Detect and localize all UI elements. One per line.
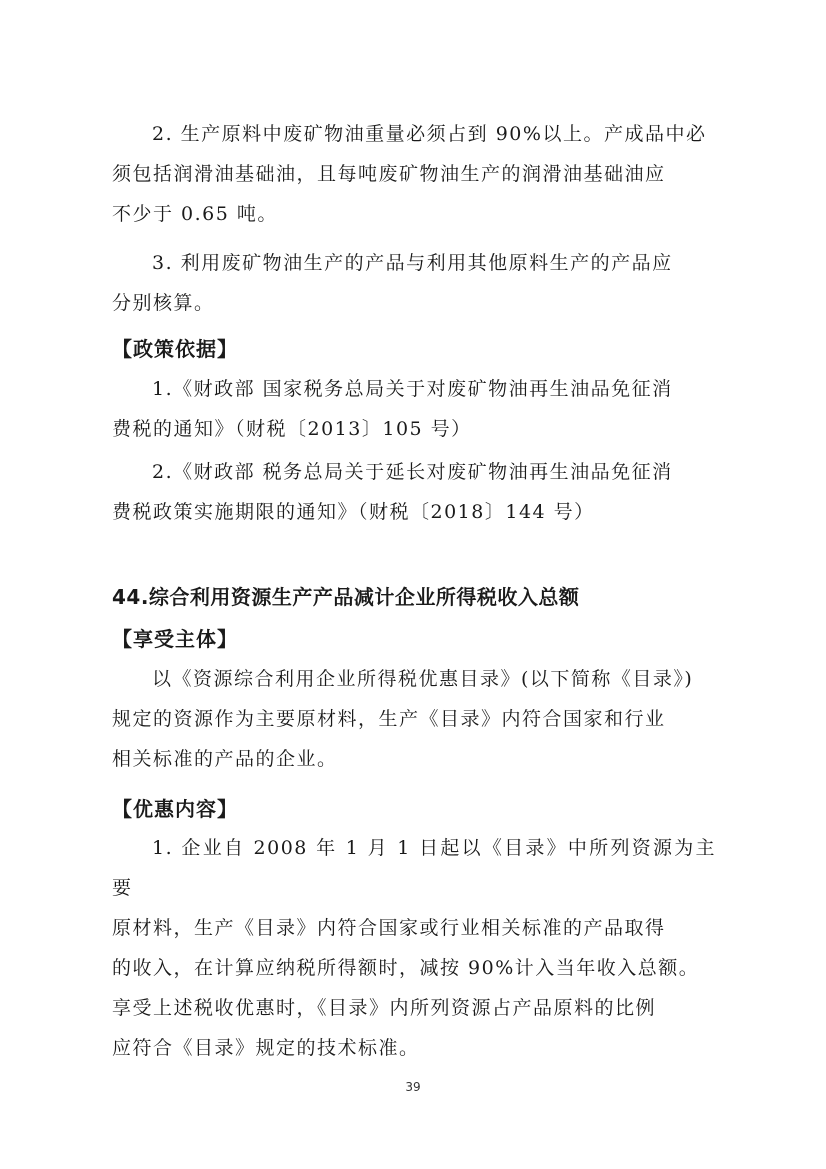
beneficiary-heading: 【享受主体】: [112, 627, 238, 651]
content-heading: 【优惠内容】: [112, 797, 238, 821]
text-line: 应符合《目录》规定的技术标准。: [112, 1037, 420, 1059]
text-line: 费税政策实施期限的通知》（财税〔2018〕144 号）: [112, 501, 595, 523]
condition-item-3: [112, 243, 716, 323]
text-line: 不少于 0.65 吨。: [112, 203, 278, 225]
text-line: 1.《财政部 国家税务总局关于对废矿物油再生油品免征消: [152, 378, 673, 400]
text-line: 分别核算。: [112, 292, 215, 314]
text-line: 相关标准的产品的企业。: [112, 748, 338, 770]
text-line: 规定的资源作为主要原材料，生产《目录》内符合国家和行业: [112, 708, 666, 730]
text-line: 费税的通知》（财税〔2013〕105 号）: [112, 418, 472, 440]
text-line: 2.《财政部 税务总局关于延长对废矿物油再生油品免征消: [152, 461, 673, 483]
text-line: 1. 企业自 2008 年 1 月 1 日起以《目录》中所列资源为主要: [112, 837, 716, 899]
policy-basis-heading: 【政策依据】: [112, 337, 238, 361]
text-line: 2. 生产原料中废矿物油重量必须占到 90%以上。产成品中必: [152, 123, 707, 145]
content-paragraph: [112, 828, 716, 1068]
section-title: 44.综合利用资源生产产品减计企业所得税收入总额: [112, 585, 580, 609]
text-line: 须包括润滑油基础油，且每吨废矿物油生产的润滑油基础油应: [112, 163, 666, 185]
text-line: 以《资源综合利用企业所得税优惠目录》(以下简称《目录》): [152, 668, 694, 690]
beneficiary-paragraph: [112, 659, 716, 779]
text-line: 原材料，生产《目录》内符合国家或行业相关标准的产品取得: [112, 917, 666, 939]
text-line: 3. 利用废矿物油生产的产品与利用其他原料生产的产品应: [152, 252, 673, 274]
text-line: 的收入，在计算应纳税所得额时，减按 90%计入当年收入总额。: [112, 957, 700, 979]
policy-reference-2: [112, 452, 716, 532]
page-number: 39: [405, 1080, 421, 1094]
text-line: 享受上述税收优惠时，《目录》内所列资源占产品原料的比例: [112, 997, 657, 1019]
condition-item-2: [112, 114, 716, 234]
policy-reference-1: [112, 369, 716, 449]
